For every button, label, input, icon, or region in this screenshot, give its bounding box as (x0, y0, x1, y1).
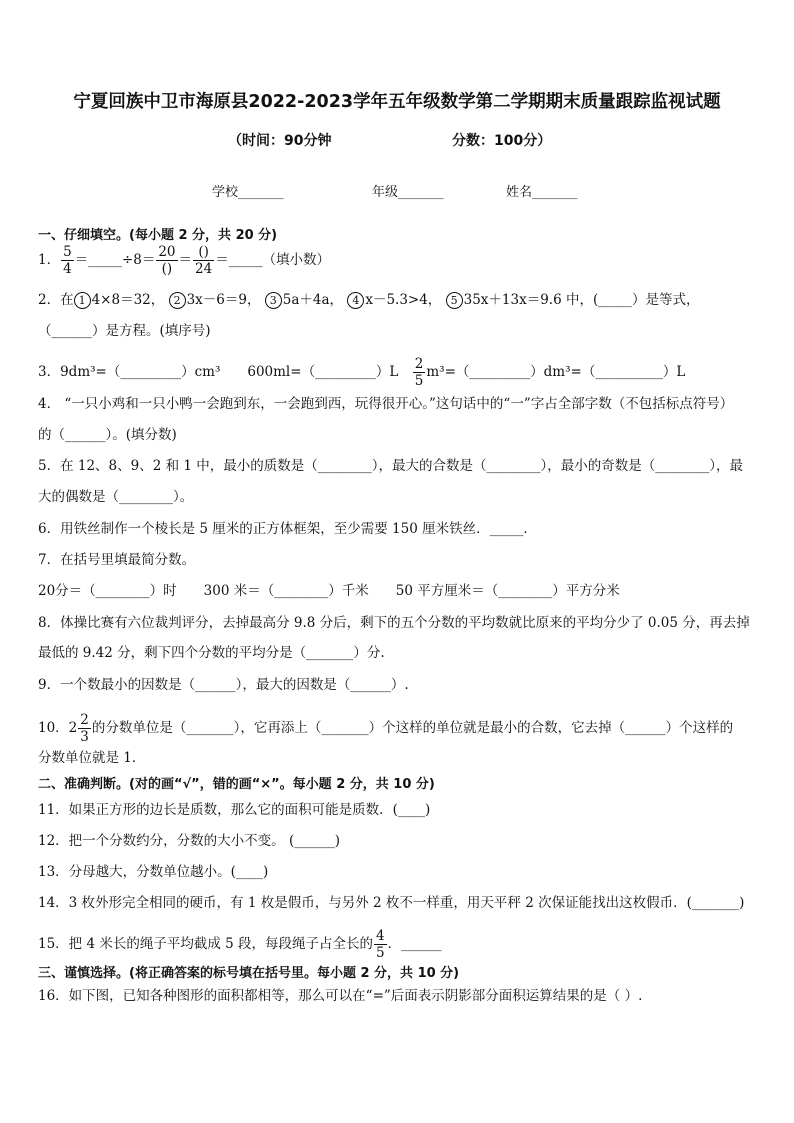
question-9[interactable]: 9．一个数最小的因数是（______），最大的因数是（______）. (38, 677, 409, 693)
question-6[interactable]: 6．用铁丝制作一个棱长是 5 厘米的正方体框架，至少需要 150 厘米铁丝．_____． (38, 521, 537, 537)
circled-number-4: 4 (347, 292, 364, 309)
question-2-line-2[interactable]: （______）是方程。(填序号) (38, 323, 211, 339)
school-field[interactable]: 学校_______ (212, 185, 284, 200)
exam-title: 宁夏回族中卫市海原县2022-2023学年五年级数学第二学期期末质量跟踪监视试题 (73, 92, 721, 112)
q3-fraction: $\frac{2}{5}$ (414, 356, 424, 389)
question-8-line-2[interactable]: 最低的 9.42 分，剩下四个分数的平均分是（_______）分. (38, 645, 385, 661)
section-3-heading: 三、谨慎选择。(将正确答案的标号填在括号里。每小题 2 分，共 10 分) (38, 966, 460, 981)
question-2-line-1: 2．在 1 4×8＝32， 2 3x－6＝9， 3 5a＋4a， 4 x－5.3>4， 5 35x＋13x＝9.6 中，(_____）是等式， (38, 292, 700, 308)
question-5-line-2[interactable]: 大的偶数是（________）。 (38, 489, 194, 505)
q1-blank-1[interactable]: ＝_____÷8＝ (74, 252, 156, 268)
question-10-line-2: 分数单位就是 1． (38, 750, 146, 766)
circled-number-5: 5 (446, 292, 463, 309)
circled-number-3: 3 (265, 292, 282, 309)
question-12[interactable]: 12．把一个分数约分，分数的大小不变。 (______) (38, 833, 341, 849)
q10-fraction: $\frac{2}{3}$ (80, 712, 89, 745)
question-7-line-1: 7．在括号里填最简分数。 (38, 552, 196, 568)
question-7-line-2[interactable]: 20分＝（________）时 300 米＝（________）千米 50 平方厘米＝（________）平方分米 (38, 583, 620, 599)
q1-fraction-a: $\frac{5}{4}$ (63, 244, 72, 277)
question-16: 16．如下图，已知各种图形的面积都相等，那么可以在“=”后面表示阴影部分面积运算结果的是（ ）. (38, 988, 643, 1004)
question-14[interactable]: 14．3 枚外形完全相同的硬币，有 1 枚是假币，与另外 2 枚不一样重，用天平秤 2 次保证能找出这枚假币．(_______) (38, 895, 745, 911)
question-15[interactable]: 15．把 4 米长的绳子平均截成 5 段，每段绳子占全长的 $\frac{4}{5}$ ．______ (38, 928, 442, 961)
name-field[interactable]: 姓名_______ (506, 185, 578, 200)
q1-number: 1． (38, 252, 61, 268)
question-5-line-1[interactable]: 5．在 12、8、9、2 和 1 中，最小的质数是（________），最大的合数是（________），最小的奇数是（________），最 (38, 458, 744, 474)
q15-fraction: $\frac{4}{5}$ (376, 928, 385, 961)
question-8-line-1: 8．体操比赛有六位裁判评分，去掉最高分 9.8 分后，剩下的五个分数的平均数就比原来的平均分少了 0.05 分，再去掉 (38, 615, 750, 631)
question-3[interactable]: 3．9dm³=（_________）cm³ 600ml=（_________）L $\frac{2}{5}$ m³=（_________）dm³=（__________）L (38, 356, 686, 389)
exam-score: 分数：100分） (452, 133, 552, 149)
q2-blank-1[interactable]: 35x＋13x＝9.6 中，(_____）是等式， (463, 292, 700, 308)
q1-fraction-c: $\frac{()}{24}$ (195, 244, 213, 277)
question-4-line-1: 4． “一只小鸡和一只小鸭一会跑到东，一会跑到西，玩得很开心。”这句话中的“一”字占全部字数（不包括标点符号） (38, 396, 734, 412)
q1-equals: ＝ (178, 252, 193, 268)
question-1 (38, 244, 330, 277)
question-11[interactable]: 11．如果正方形的边长是质数，那么它的面积可能是质数．(____) (38, 802, 431, 818)
section-2-heading: 二、准确判断。(对的画“√”，错的画“×”。每小题 2 分，共 10 分) (38, 777, 435, 792)
circled-number-2: 2 (169, 292, 186, 309)
grade-field[interactable]: 年级_______ (372, 185, 444, 200)
q1-fraction-b: $\frac{20}{()}$ (158, 244, 176, 277)
question-13[interactable]: 13．分母越大，分数单位越小。(____) (38, 864, 269, 880)
q1-blank-2[interactable]: ＝_____（填小数） (215, 252, 330, 268)
section-1-heading: 一、仔细填空。(每小题 2 分，共 20 分) (38, 228, 278, 243)
question-4-line-2[interactable]: 的（______）。(填分数) (38, 427, 177, 443)
exam-time: （时间：90分钟 (228, 133, 332, 149)
question-10-line-1[interactable]: 10．2 $\frac{2}{3}$ 的分数单位是（_______），它再添上（_______）个这样的单位就是最小的合数，它去掉（______）个这样的 (38, 712, 734, 745)
circled-number-1: 1 (74, 292, 91, 309)
